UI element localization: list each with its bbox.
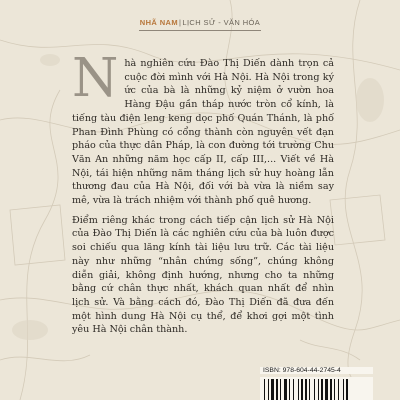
- barcode-bar: [346, 379, 348, 400]
- paragraph-2: Điểm riêng khác trong cách tiếp cận lịch sử Hà Nội của Đào Thị Diến là các nghiên cứu của bà luôn được soi chiếu qua lăng kính tài liệu lưu trữ. Các tài liệu này như những “nhân chứng sống”, chúng không diễn giải, không định hướng, nhưng cho ta những bằng cứ chân thực nhất, khách quan nhất để nhìn lịch sử. Và bằng cách đó, Đào Thị Diến đã đưa đến một hình dung Hà Nội cụ thể, để khơi gợi một tình yêu Hà Nội chân thành.: [72, 214, 334, 336]
- header-separator: |: [179, 18, 182, 27]
- barcode-bar: [343, 379, 344, 400]
- barcode-bar: [298, 379, 299, 400]
- barcode-bar: [330, 379, 332, 400]
- barcode-bar: [305, 379, 307, 400]
- back-cover-text: [72, 48, 334, 337]
- barcode-bar: [276, 379, 278, 400]
- barcode-bar: [301, 379, 303, 400]
- barcode-bar: [334, 379, 335, 400]
- barcode-bar: [268, 379, 269, 400]
- barcode-bar: [318, 379, 319, 400]
- barcode-bar: [314, 379, 315, 400]
- paragraph-1: [72, 48, 334, 208]
- barcode-bar: [264, 379, 265, 400]
- barcode-bar: [280, 379, 281, 400]
- header-rule: [139, 30, 261, 31]
- barcode-bar: [293, 379, 294, 400]
- barcode-bar: [325, 379, 328, 400]
- barcode-bar: [321, 379, 323, 400]
- barcode-bar: [338, 379, 339, 400]
- isbn-label: ISBN: 978-604-44-2745-4: [260, 367, 373, 374]
- publisher-header: [0, 18, 400, 31]
- barcode: [260, 377, 373, 400]
- publisher-brand: NHÃ NAM: [139, 18, 179, 27]
- paragraph-1-text: hà nghiên cứu Đào Thị Diến dành trọn cả cuộc đời mình với Hà Nội. Hà Nội trong ký ức của bà là những kỷ niệm ở vườn hoa Hàng Đậu gần tháp nước tròn cổ kính, là tiếng tàu điện leng keng dọc phố Quán Thánh, là phố Phan Đình Phùng có cổng thành còn nguyên vết đạn pháo của thực dân Pháp, là con đường tới trường Chu Văn An những năm học cấp II, cấp III,... Viết về Hà Nội, tái hiện những năm tháng lịch sử huy hoàng lẫn thương đau của Hà Nội, đối với bà vừa là niềm say mê, vừa là trách nhiệm với thành phố quê hương.: [72, 58, 334, 207]
- barcode-bar: [289, 379, 290, 400]
- drop-cap: N: [72, 48, 119, 109]
- barcode-bar: [309, 379, 310, 400]
- category-label: LỊCH SỬ - VĂN HÓA: [182, 18, 261, 27]
- barcode-bar: [284, 379, 287, 400]
- barcode-bar: [271, 379, 274, 400]
